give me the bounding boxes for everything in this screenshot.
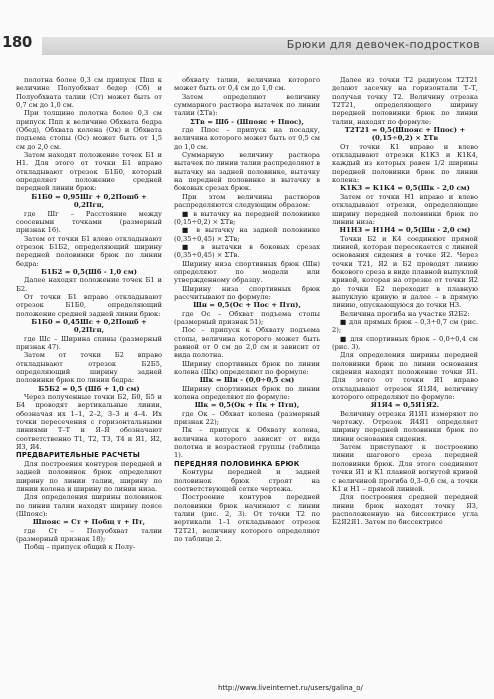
running-title: Брюки для девочек-подростков	[286, 38, 480, 51]
paragraph: Затем от точки Б1 влево откладывают отрезок Б1Б2, определяющий ширину передней половинки брюк по линии бедра:	[16, 234, 162, 268]
paragraph: где Ос – Обхват подъема стопы (размерный признак 51);	[174, 309, 320, 326]
paragraph: Ширину спортивных брюк по линии колена определяют по формуле:	[174, 384, 320, 402]
formula: Т2Т21 = 0,5(Шпояс + Ппос) + (0,15÷0,2) × ΣТв	[344, 126, 466, 143]
paragraph: Контуры передней и задней половинок брюк строят на соответствующей сетке чертежа.	[174, 468, 320, 493]
paragraph: Затем находят положение точек Б1 и Н1. Для этого от точки Б1 вправо откладывают отрезок Б1Б0, который определяет положение средней передней линии брюк:	[16, 151, 162, 193]
page-header	[0, 0, 494, 62]
formula: Н1Н3 = Н1Н4 = 0,5(Шн - 2,0 см)	[339, 226, 471, 235]
formula: Б5Б2 = 0,5 (Шб + 1,0 см)	[38, 384, 140, 393]
text-columns	[16, 76, 478, 672]
paragraph: Далее находят положение точек Б1 и Б2.	[16, 276, 162, 293]
paragraph: Затем от точки Б2 вправо откладывают отрезок Б2Б5, определяющий ширину задней половинки брюк по линии бедра:	[16, 351, 162, 385]
formula: Шк = 0,5(Ок + Пк + Птп),	[194, 401, 300, 410]
paragraph: Точки Б2 и К4 соединяют прямой линией, которая пересекается с линией основания сидения в точке Я2. Через точки Т21, Я2 и Б2 проводят линию бокового среза в виде плавной выпуклой кривой, которая на отрезке от точки Я2 до точки Б2 переходит в плавную выпуклую кривую и далее – в прямую линию, опускающуюся до точки Н3.	[332, 234, 478, 310]
paragraph: ■ в вытачку на передней половинке (0,15÷0,2) × ΣТв;	[174, 209, 320, 226]
formula: Шк = Шн - (0,0÷0,5 см)	[199, 376, 295, 385]
paragraph: При толщине полотна более 0,3 см припуск Ппп к величине Обхвата бедра (Обед), Обхвата колена (Ок) и Обхвата подъема стопы (Ос) может быть от 1,5 см до 2,0 см.	[16, 109, 162, 151]
paragraph: где Шг – Расстояние между соосевыми точками (размерный признак 16).	[16, 209, 162, 235]
paragraph: Пос – припуск к Обхвату подъема стопы, величина которого может быть равной от 0 см до 2,0 см и зависит от вида полотна.	[174, 326, 320, 360]
paragraph: ■ в вытачки в боковых срезах (0,35÷0,45) × ΣТв.	[174, 242, 320, 260]
paragraph: ■ в вытачку на задней половинке (0,35÷0,45) × ΣТв;	[174, 226, 320, 243]
paragraph: ■ для прямых брюк – 0,3÷0,7 см (рис. 2);	[332, 317, 478, 335]
paragraph: полотна более 0,3 см припуск Ппп к величине Полуобхват бедер (Сб) и Полуобхвата талии (Ст) может быть от 0,7 см до 1,0 см.	[16, 76, 162, 110]
paragraph: обхвату талии, величина которого может быть от 0,4 см до 1,0 см.	[174, 76, 320, 93]
paragraph: Для определения ширины передней половинки брюк по линии основания сидения находят положение точки Я1. Для этого от точки Я1 вправо откладывают отрезок Я1Я4, величину которого определяют по формуле:	[332, 351, 478, 402]
paragraph: ■ для спортивных брюк – 0,0÷0,4 см (рис. 3).	[332, 334, 478, 351]
formula: Б1Б0 = 0,45Шс + 0,2Пошб + 0,2Пгп,	[31, 317, 147, 335]
paragraph: Затем от точки Н1 вправо и влево откладывают отрезки, определяющие ширину передней половинки брюк по линии низа:	[332, 192, 478, 226]
section-heading: ПЕРЕДНЯЯ ПОЛОВИНКА БРЮК	[174, 459, 300, 468]
paragraph: Величина прогиба на участке Я2Б2:	[340, 309, 470, 318]
paragraph: Для построения контуров передней и задней половинок брюк определяют ширину по линии талии, ширину по линии колена и ширину по линии низа.	[16, 459, 162, 493]
paragraph: Через полученные точки Б2, Б0, Б5 и Б4 проводят вертикальные линии, обозначая их 1–1, 2–2, 3–3 и 4–4. Их точки пересечения с горизонтальными линиями Т–Т и Я–Я обозначают соответственно Т1, Т2, Т3, Т4 и Я1, Я2, Я3, Я4.	[16, 393, 162, 452]
formula: Я1Я4 = 0,5Я1Я2.	[370, 401, 440, 410]
paragraph: где Шс – Ширина спины (размерный признак 47).	[16, 334, 162, 351]
paragraph: Побщ – припуск общий к Полу-	[24, 543, 136, 552]
paragraph: Пк – припуск к Обхвату колена, величина которого зависит от вида полотна и возрастной группы (таблица 1).	[174, 426, 320, 460]
paragraph: где Ст – Полуобхват талии (размерный признак 18);	[16, 526, 162, 543]
paragraph: Далее из точки Т2 радиусом Т2Т21 делают засечку на горизонтали Т–Т, получая точку Т2. Величину отрезка Т2Т21, определяющего ширину передней половинки брюк по линии талии, находят по формуле:	[332, 76, 478, 126]
paragraph: Ширину низа спортивных брюк (Шн) определяют по модели или утвержденному образцу.	[174, 259, 320, 285]
paragraph: где Ок – Обхват колена (размерный признак 22);	[174, 409, 320, 427]
formula: ΣТв = Шб - (Шпояс + Ппос),	[190, 117, 304, 126]
paragraph: Затем определяют величину суммарного раствора вытачек по линии талии (ΣТв):	[174, 92, 320, 118]
paragraph: Для определения ширины половинок по линии талии находят ширину поясе (Шпояс):	[16, 493, 162, 518]
text-column-1	[16, 76, 162, 672]
paragraph: Ширину низа спортивных брюк рассчитывают по формуле:	[174, 284, 320, 301]
footer-url: http://www.liveinternet.ru/users/galina_o/	[218, 684, 363, 692]
formula: Шпояс = Ст + Побщ т + Пт,	[32, 518, 146, 527]
paragraph: Величину отрезка Я1Я1 измеряют по чертежу. Отрезок Я4Я1 определяет ширину передней половинки брюк по линии основания сидения.	[332, 409, 478, 443]
paragraph: Для построения средней передней линии брюк находят точку Я3, расположенную на биссектрисе угла Б2Я2Я1. Затем по биссектрисе	[332, 493, 478, 527]
formula: Шн = 0,5(Ос + Пос + Птп),	[193, 301, 301, 310]
paragraph: Затем приступают к построению линии шагового среза передней половинки брюк. Для этого соединяют точки Я1 и К1 плавной вогнутой кривой с величиной прогиба 0,3–0,6 см, а точки К1 и Н1 – прямой линией.	[332, 443, 478, 493]
formula: К1К3 = К1К4 = 0,5(Шк - 2,0 см)	[340, 184, 470, 193]
paragraph: От точки Б1 вправо откладывают отрезок Б1Б0, определяющий положение средней задней линии брюк:	[16, 292, 162, 318]
paragraph: Ширину спортивных брюк по линии колена (Шк) определяют по формуле:	[174, 359, 320, 377]
section-heading: ПРЕДВАРИТЕЛЬНЫЕ РАСЧЕТЫ	[16, 451, 140, 460]
page-number: 180	[2, 33, 32, 51]
formula: Б1Б2 = 0,5(Шб - 1,0 см)	[40, 267, 137, 276]
paragraph: где Ппос – припуск на посадку, величина которого может быть от 0,5 см до 1,0 см.	[174, 126, 320, 151]
formula: Б1Б0 = 0,95Шг + 0,2Пошб + 0,2Пгп,	[31, 192, 147, 210]
text-column-2	[174, 76, 320, 672]
text-column-3	[332, 76, 478, 672]
paragraph: При этом величины растворов распределяются следующим образом:	[174, 192, 320, 210]
paragraph: Суммарную величину раствора вытачек по линии талии распределяют в вытачку на задней половинке, вытачку на передней половинке и вытачку в боковых срезах брюк.	[174, 151, 320, 193]
paragraph: Построение контуров передней половинки брюк начинают с линии талии (рис. 2, 3). От точки Т2 по вертикали 1–1 откладывают отрезок Т2Т21, величину которого определяют по таблице 2.	[174, 493, 320, 543]
paragraph: От точки К1 вправо и влево откладывают отрезки К1К3 и К1К4, каждый из которых равен 1/2 ширины передней половинки брюк по линии колена:	[332, 142, 478, 185]
